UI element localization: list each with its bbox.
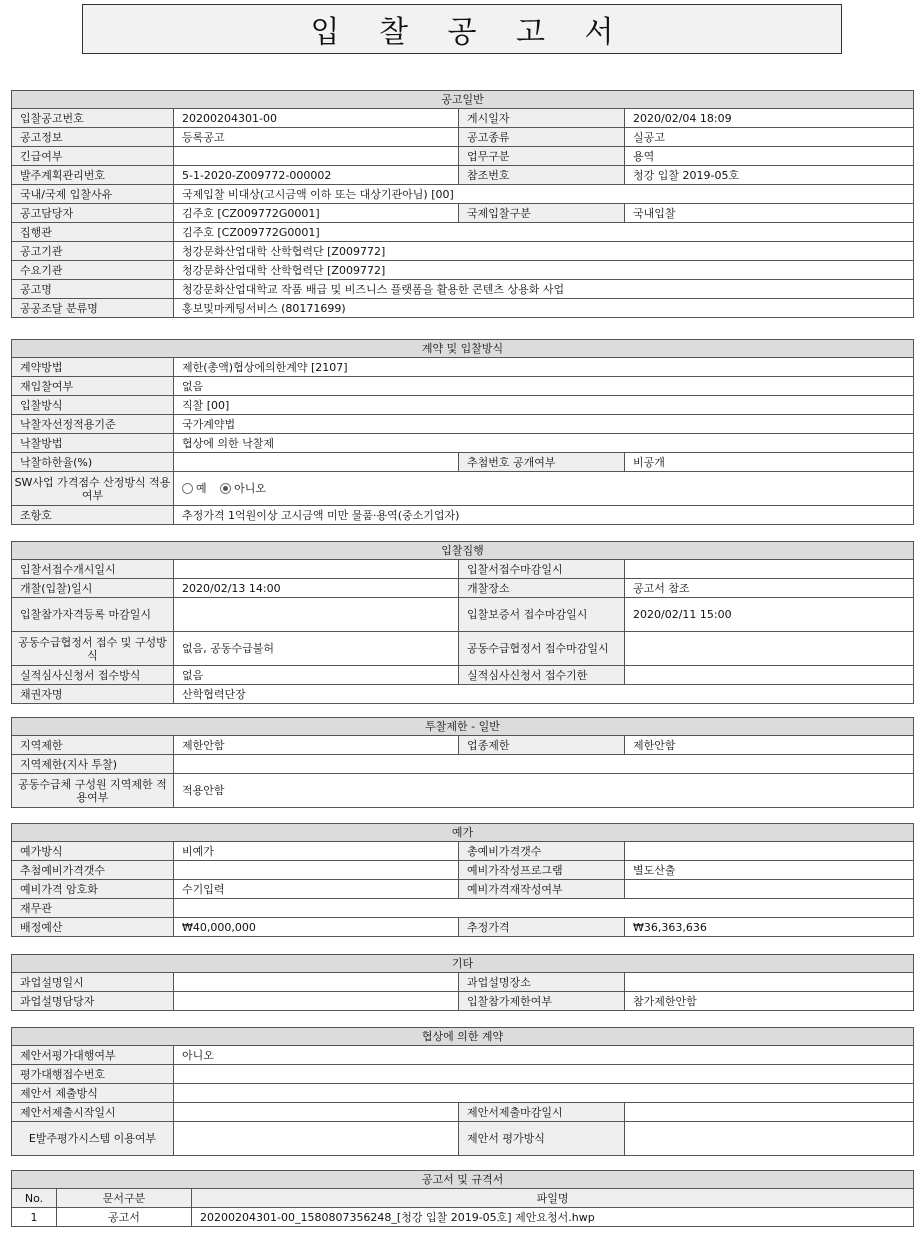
price-encrypt: 수기입력 xyxy=(174,880,459,899)
field-label: 입찰참가제한여부 xyxy=(459,992,625,1011)
field-label: 과업설명담당자 xyxy=(12,992,174,1011)
section-restriction xyxy=(11,717,914,808)
section-header: 기타 xyxy=(12,955,914,973)
performance-close xyxy=(625,666,914,685)
section-header: 협상에 의한 계약 xyxy=(12,1028,914,1046)
bid-method: 직찰 [00] xyxy=(174,396,914,415)
field-label: 추첨예비가격갯수 xyxy=(12,861,174,880)
lower-limit-rate xyxy=(174,453,459,472)
column-header-no: No. xyxy=(12,1189,57,1208)
field-label: 개찰장소 xyxy=(459,579,625,598)
registration-close xyxy=(174,598,459,632)
field-label: 집행관 xyxy=(12,223,174,242)
field-label: 실적심사신청서 접수방식 xyxy=(12,666,174,685)
price-rewrite xyxy=(625,880,914,899)
submit-end xyxy=(625,1103,914,1122)
field-label: 수요기관 xyxy=(12,261,174,280)
field-label: 제안서제출시작일시 xyxy=(12,1103,174,1122)
field-label: 낙찰하한율(%) xyxy=(12,453,174,472)
notice-info: 등록공고 xyxy=(174,128,459,147)
eval-method xyxy=(625,1122,914,1156)
field-label: 제안서 평가방식 xyxy=(459,1122,625,1156)
brief-manager xyxy=(174,992,459,1011)
branch-limit xyxy=(174,755,914,774)
joint-contract: 없음, 공동수급불허 xyxy=(174,632,459,666)
section-etc xyxy=(11,954,914,1011)
receive-start xyxy=(174,560,459,579)
field-label: 공동수급협정서 접수마감일시 xyxy=(459,632,625,666)
field-label: 지역제한 xyxy=(12,736,174,755)
field-label: 공고정보 xyxy=(12,128,174,147)
bond-close: 2020/02/11 15:00 xyxy=(625,598,914,632)
field-label: 과업설명장소 xyxy=(459,973,625,992)
section-negotiation xyxy=(11,1027,914,1156)
region-limit: 제한안함 xyxy=(174,736,459,755)
finance-officer xyxy=(174,899,914,918)
radio-yes-label: 예 xyxy=(196,482,207,496)
procurement-class: 홍보및마케팅서비스 (80171699) xyxy=(174,299,914,318)
field-label: 공고담당자 xyxy=(12,204,174,223)
demand-agency: 청강문화산업대학 산학협력단 [Z009772] xyxy=(174,261,914,280)
column-header-file: 파일명 xyxy=(192,1189,914,1208)
field-label: 계약방법 xyxy=(12,358,174,377)
field-label: 게시일자 xyxy=(459,109,625,128)
field-label: 총예비가격갯수 xyxy=(459,842,625,861)
price-program: 별도산출 xyxy=(625,861,914,880)
section-header: 예가 xyxy=(12,824,914,842)
field-label: 실적심사신청서 접수기한 xyxy=(459,666,625,685)
page-title: 입 찰 공 고 서 xyxy=(82,4,842,54)
field-label: 국제입찰구분 xyxy=(459,204,625,223)
field-label: E발주평가시스템 이용여부 xyxy=(12,1122,174,1156)
field-label: 국내/국제 입찰사유 xyxy=(12,185,174,204)
column-header-type: 문서구분 xyxy=(57,1189,192,1208)
field-label: 입찰공고번호 xyxy=(12,109,174,128)
business-type: 용역 xyxy=(625,147,914,166)
section-contract xyxy=(11,339,914,525)
field-label: 조항호 xyxy=(12,506,174,525)
field-label: 긴급여부 xyxy=(12,147,174,166)
brief-place xyxy=(625,973,914,992)
field-label: 입찰보증서 접수마감일시 xyxy=(459,598,625,632)
field-label: 입찰서접수마감일시 xyxy=(459,560,625,579)
field-label: 과업설명일시 xyxy=(12,973,174,992)
radio-yes[interactable] xyxy=(182,483,193,494)
submit-method xyxy=(174,1084,914,1103)
creditor-name: 산학협력단장 xyxy=(174,685,914,704)
section-header: 투찰제한 - 일반 xyxy=(12,718,914,736)
section-header: 입찰집행 xyxy=(12,542,914,560)
field-label: 예비가격재작성여부 xyxy=(459,880,625,899)
field-label: 업종제한 xyxy=(459,736,625,755)
contract-method: 제한(총액)협상에의한계약 [2107] xyxy=(174,358,914,377)
field-label: 채권자명 xyxy=(12,685,174,704)
intl-type: 국내입찰 xyxy=(625,204,914,223)
field-label: 공고기관 xyxy=(12,242,174,261)
section-execution xyxy=(11,541,914,704)
field-label: 예비가작성프로그램 xyxy=(459,861,625,880)
file-link[interactable]: 20200204301-00_1580807356248_[청강 입찰 2019-05호] 제안요청서.hwp xyxy=(192,1208,914,1227)
field-label: 재입찰여부 xyxy=(12,377,174,396)
section-general xyxy=(11,90,914,318)
joint-close xyxy=(625,632,914,666)
section-price xyxy=(11,823,914,937)
field-label: 입찰참가자격등록 마감일시 xyxy=(12,598,174,632)
field-label: 업무구분 xyxy=(459,147,625,166)
post-date: 2020/02/04 18:09 xyxy=(625,109,914,128)
reference-number: 청강 입찰 2019-05호 xyxy=(625,166,914,185)
award-criteria: 국가계약법 xyxy=(174,415,914,434)
section-header: 계약 및 입찰방식 xyxy=(12,340,914,358)
price-method: 비예가 xyxy=(174,842,459,861)
field-label: 공고종류 xyxy=(459,128,625,147)
notice-kind: 실공고 xyxy=(625,128,914,147)
field-label: 예비가격 암호화 xyxy=(12,880,174,899)
notice-agency: 청강문화산업대학 산학협력단 [Z009772] xyxy=(174,242,914,261)
notice-name: 청강문화산업대학교 작품 배급 및 비즈니스 플랫폼을 활용한 콘텐츠 상용화 사업 xyxy=(174,280,914,299)
performance-method: 없음 xyxy=(174,666,459,685)
open-place: 공고서 참조 xyxy=(625,579,914,598)
total-count xyxy=(625,842,914,861)
urgent-flag xyxy=(174,147,459,166)
sw-radio-group xyxy=(174,472,914,506)
field-label: 예가방식 xyxy=(12,842,174,861)
receive-end xyxy=(625,560,914,579)
bid-number: 20200204301-00 xyxy=(174,109,459,128)
clause: 추정가격 1억원이상 고시금액 미만 물품·용역(중소기업자) xyxy=(174,506,914,525)
brief-date xyxy=(174,973,459,992)
field-label: 개찰(입찰)일시 xyxy=(12,579,174,598)
field-label: 제안서평가대행여부 xyxy=(12,1046,174,1065)
open-date: 2020/02/13 14:00 xyxy=(174,579,459,598)
field-label: 평가대행접수번호 xyxy=(12,1065,174,1084)
field-label: 추정가격 xyxy=(459,918,625,937)
plan-number: 5-1-2020-Z009772-000002 xyxy=(174,166,459,185)
eval-proxy-number xyxy=(174,1065,914,1084)
field-label: 배정예산 xyxy=(12,918,174,937)
field-label: 낙찰자선정적용기준 xyxy=(12,415,174,434)
estimated-price: ₩36,363,636 xyxy=(625,918,914,937)
field-label: 재무관 xyxy=(12,899,174,918)
eval-proxy: 아니오 xyxy=(174,1046,914,1065)
award-method: 협상에 의한 낙찰제 xyxy=(174,434,914,453)
e-eval-system xyxy=(174,1122,459,1156)
executor: 김주호 [CZ009772G0001] xyxy=(174,223,914,242)
field-label: 발주계획관리번호 xyxy=(12,166,174,185)
field-label: 참조번호 xyxy=(459,166,625,185)
industry-limit: 제한안함 xyxy=(625,736,914,755)
field-label: 지역제한(지사 투찰) xyxy=(12,755,174,774)
notice-manager: 김주호 [CZ009772G0001] xyxy=(174,204,459,223)
row-type: 공고서 xyxy=(57,1208,192,1227)
field-label: 공고명 xyxy=(12,280,174,299)
field-label: 공공조달 분류명 xyxy=(12,299,174,318)
field-label: 입찰방식 xyxy=(12,396,174,415)
field-label: 제안서 제출방식 xyxy=(12,1084,174,1103)
submit-start xyxy=(174,1103,459,1122)
field-label: SW사업 가격점수 산정방식 적용여부 xyxy=(12,472,174,506)
section-header: 공고일반 xyxy=(12,91,914,109)
section-documents xyxy=(11,1170,914,1227)
section-header: 공고서 및 규격서 xyxy=(12,1171,914,1189)
rebid-flag: 없음 xyxy=(174,377,914,396)
participation-limit: 참가제한안함 xyxy=(625,992,914,1011)
joint-region-limit: 적용안함 xyxy=(174,774,914,808)
budget: ₩40,000,000 xyxy=(174,918,459,937)
field-label: 추첨번호 공개여부 xyxy=(459,453,625,472)
lot-open-flag: 비공개 xyxy=(625,453,914,472)
table-row xyxy=(12,1208,914,1227)
row-no: 1 xyxy=(12,1208,57,1227)
field-label: 입찰서접수개시일시 xyxy=(12,560,174,579)
radio-no-label: 아니오 xyxy=(234,482,267,496)
draw-count xyxy=(174,861,459,880)
field-label: 공동수급협정서 접수 및 구성방식 xyxy=(12,632,174,666)
radio-no[interactable] xyxy=(220,483,231,494)
field-label: 제안서제출마감일시 xyxy=(459,1103,625,1122)
field-label: 낙찰방법 xyxy=(12,434,174,453)
intl-reason: 국제입찰 비대상(고시금액 이하 또는 대상기관아님) [00] xyxy=(174,185,914,204)
field-label: 공동수급체 구성원 지역제한 적용여부 xyxy=(12,774,174,808)
